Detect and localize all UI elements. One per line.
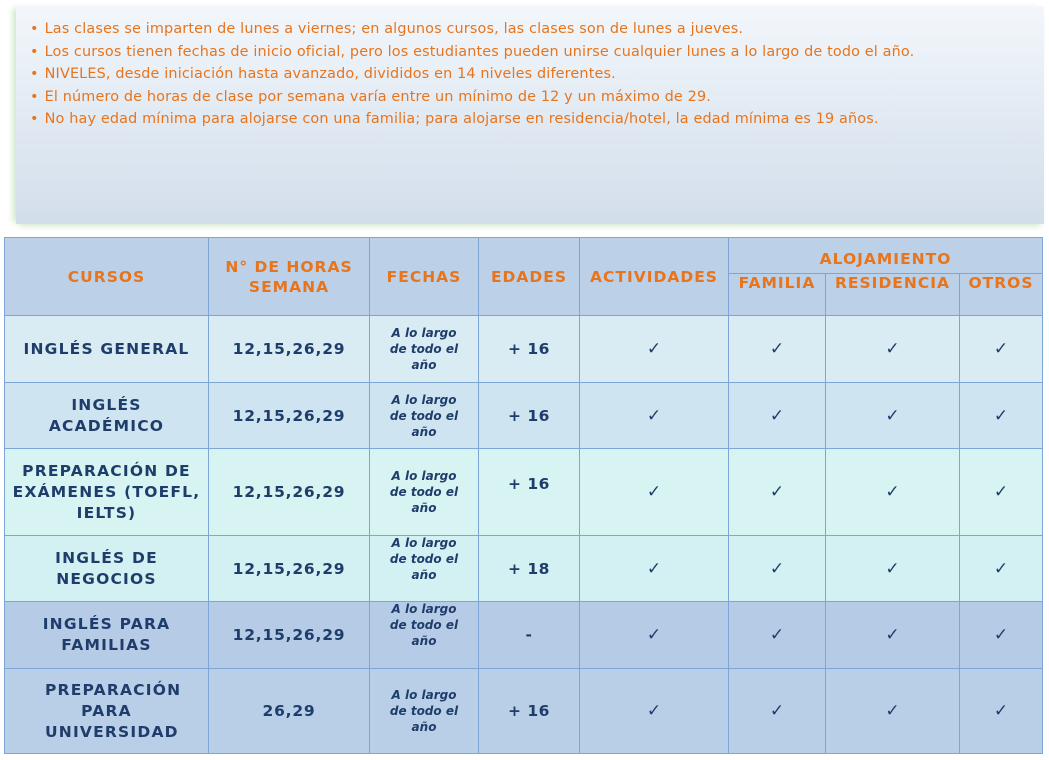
header-others: OTROS [960,274,1043,316]
family-check-icon: ✓ [729,669,826,754]
note-item: • No hay edad mínima para alojarse con una familia; para alojarse en residencia/hotel, la edad mínima es 19 años. [30,108,1044,131]
course-dates: A lo largo de todo el año [370,383,479,449]
residence-check-icon: ✓ [826,316,960,383]
header-hours-label: N° DE HORAS SEMANA [225,257,353,296]
note-item: • Los cursos tienen fechas de inicio oficial, pero los estudiantes pueden unirse cualquier lunes a lo largo de todo el año. [30,41,1044,64]
course-dates: A lo largo de todo el año [370,316,479,383]
table-row [5,383,1043,449]
course-ages [479,449,580,536]
header-courses: CURSOS [5,238,209,316]
header-accommodation: ALOJAMIENTO [729,238,1043,274]
course-name: PREPARACIÓN PARA UNIVERSIDAD [5,669,209,754]
residence-check-icon: ✓ [826,536,960,602]
course-dates: A lo largo de todo el año [370,449,479,536]
family-check-icon: ✓ [729,449,826,536]
course-ages: + 16 [479,383,580,449]
family-check-icon: ✓ [729,536,826,602]
courses-table [4,237,1043,754]
course-hours: 26,29 [209,669,370,754]
course-ages: + 18 [479,536,580,602]
activities-check-icon: ✓ [580,383,729,449]
header-activities: ACTIVIDADES [580,238,729,316]
header-residence: RESIDENCIA [826,274,960,316]
activities-check-icon: ✓ [580,536,729,602]
note-item: • El número de horas de clase por semana varía entre un mínimo de 12 y un máximo de 29. [30,86,1044,109]
residence-check-icon: ✓ [826,383,960,449]
notes-list [30,18,1044,131]
residence-check-icon: ✓ [826,449,960,536]
note-item: • Las clases se imparten de lunes a viernes; en algunos cursos, las clases son de lunes a jueves. [30,18,1044,41]
course-hours: 12,15,26,29 [209,449,370,536]
course-name: INGLÉS ACADÉMICO [5,383,209,449]
others-check-icon: ✓ [960,383,1043,449]
course-dates-value: A lo largo de todo el año [389,602,459,648]
family-check-icon: ✓ [729,602,826,669]
course-name: INGLÉS DE NEGOCIOS [5,536,209,602]
others-check-icon: ✓ [960,602,1043,669]
course-ages-value: + 16 [508,475,550,493]
course-dates-value: A lo largo de todo el año [389,535,459,582]
table-row [5,669,1043,754]
activities-check-icon: ✓ [580,449,729,536]
course-ages: - [479,602,580,669]
course-name: PREPARACIÓN DE EXÁMENES (TOEFL, IELTS) [5,449,209,536]
family-check-icon: ✓ [729,383,826,449]
course-name: INGLÉS PARA FAMILIAS [5,602,209,669]
table-row [5,316,1043,383]
header-ages: EDADES [479,238,580,316]
course-hours: 12,15,26,29 [209,316,370,383]
note-item: • NIVELES, desde iniciación hasta avanzado, divididos en 14 niveles diferentes. [30,63,1044,86]
course-dates: A lo largo de todo el año [370,669,479,754]
table-row [5,536,1043,602]
table-row [5,602,1043,669]
notes-panel [16,6,1044,224]
others-check-icon: ✓ [960,536,1043,602]
others-check-icon: ✓ [960,316,1043,383]
course-ages: + 16 [479,316,580,383]
others-check-icon: ✓ [960,669,1043,754]
family-check-icon: ✓ [729,316,826,383]
residence-check-icon: ✓ [826,669,960,754]
activities-check-icon: ✓ [580,669,729,754]
course-dates [370,602,479,669]
course-name: INGLÉS GENERAL [5,316,209,383]
others-check-icon: ✓ [960,449,1043,536]
course-hours: 12,15,26,29 [209,536,370,602]
course-ages: + 16 [479,669,580,754]
course-hours: 12,15,26,29 [209,602,370,669]
activities-check-icon: ✓ [580,316,729,383]
header-hours [209,238,370,316]
header-row-top [5,238,1043,274]
activities-check-icon: ✓ [580,602,729,669]
course-hours: 12,15,26,29 [209,383,370,449]
course-dates [370,536,479,602]
table-row [5,449,1043,536]
header-family: FAMILIA [729,274,826,316]
residence-check-icon: ✓ [826,602,960,669]
header-dates: FECHAS [370,238,479,316]
